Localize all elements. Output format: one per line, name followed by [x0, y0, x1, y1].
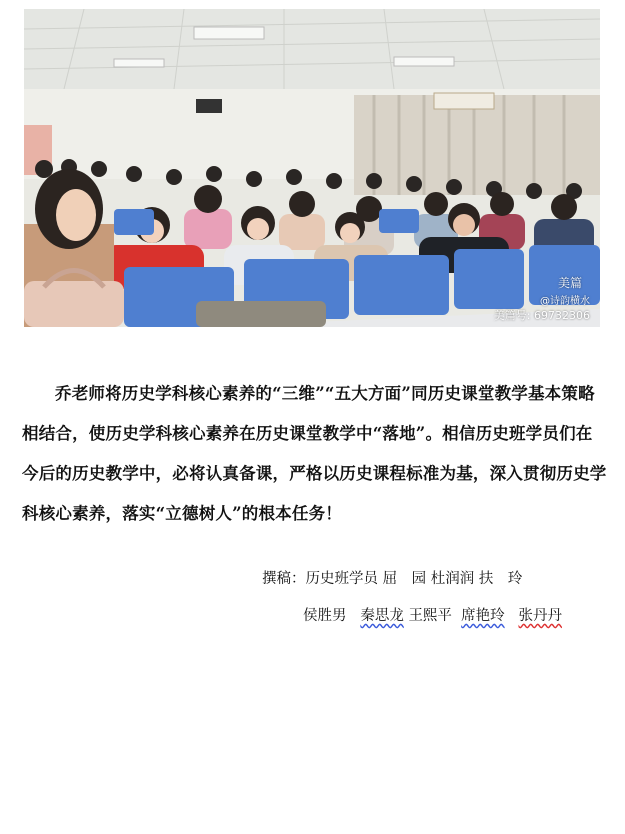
- article-paragraph: [22, 374, 607, 534]
- classroom-photo: [24, 9, 600, 327]
- credit-name: 扶 玲: [478, 571, 523, 587]
- watermark-account: @诗韵横水: [540, 296, 590, 307]
- classroom-illustration: [24, 9, 600, 327]
- credit-name: 侯胜男: [303, 608, 347, 624]
- watermark-id: 美篇号: 69732306: [493, 309, 590, 322]
- article-paragraph-text: 乔老师将历史学科核心素养的“三维”“五大方面”同历史课堂教学基本策略相结合，使历史学科核心素养在历史课堂教学中“落地”。相信历史班学员们在今后的历史教学中，必将认真备课，严格以历史课程标准为基，深入贯彻历史学科核心素养，落实“立德树人”的根本任务！: [22, 384, 607, 523]
- credit-name: 杜润润: [430, 571, 475, 587]
- credits-prefix: 撰稿：历史班学员: [262, 571, 378, 587]
- credits-line-2: [303, 604, 562, 625]
- credit-name: 屈 园: [382, 571, 427, 587]
- credit-name: 张丹丹: [518, 608, 562, 624]
- watermark-logo: 美篇: [557, 276, 582, 290]
- credit-name: 王熙平: [408, 608, 452, 624]
- credits-line-1: [262, 567, 522, 588]
- credit-name: 秦思龙: [360, 608, 404, 624]
- credit-name: 席艳玲: [461, 608, 505, 624]
